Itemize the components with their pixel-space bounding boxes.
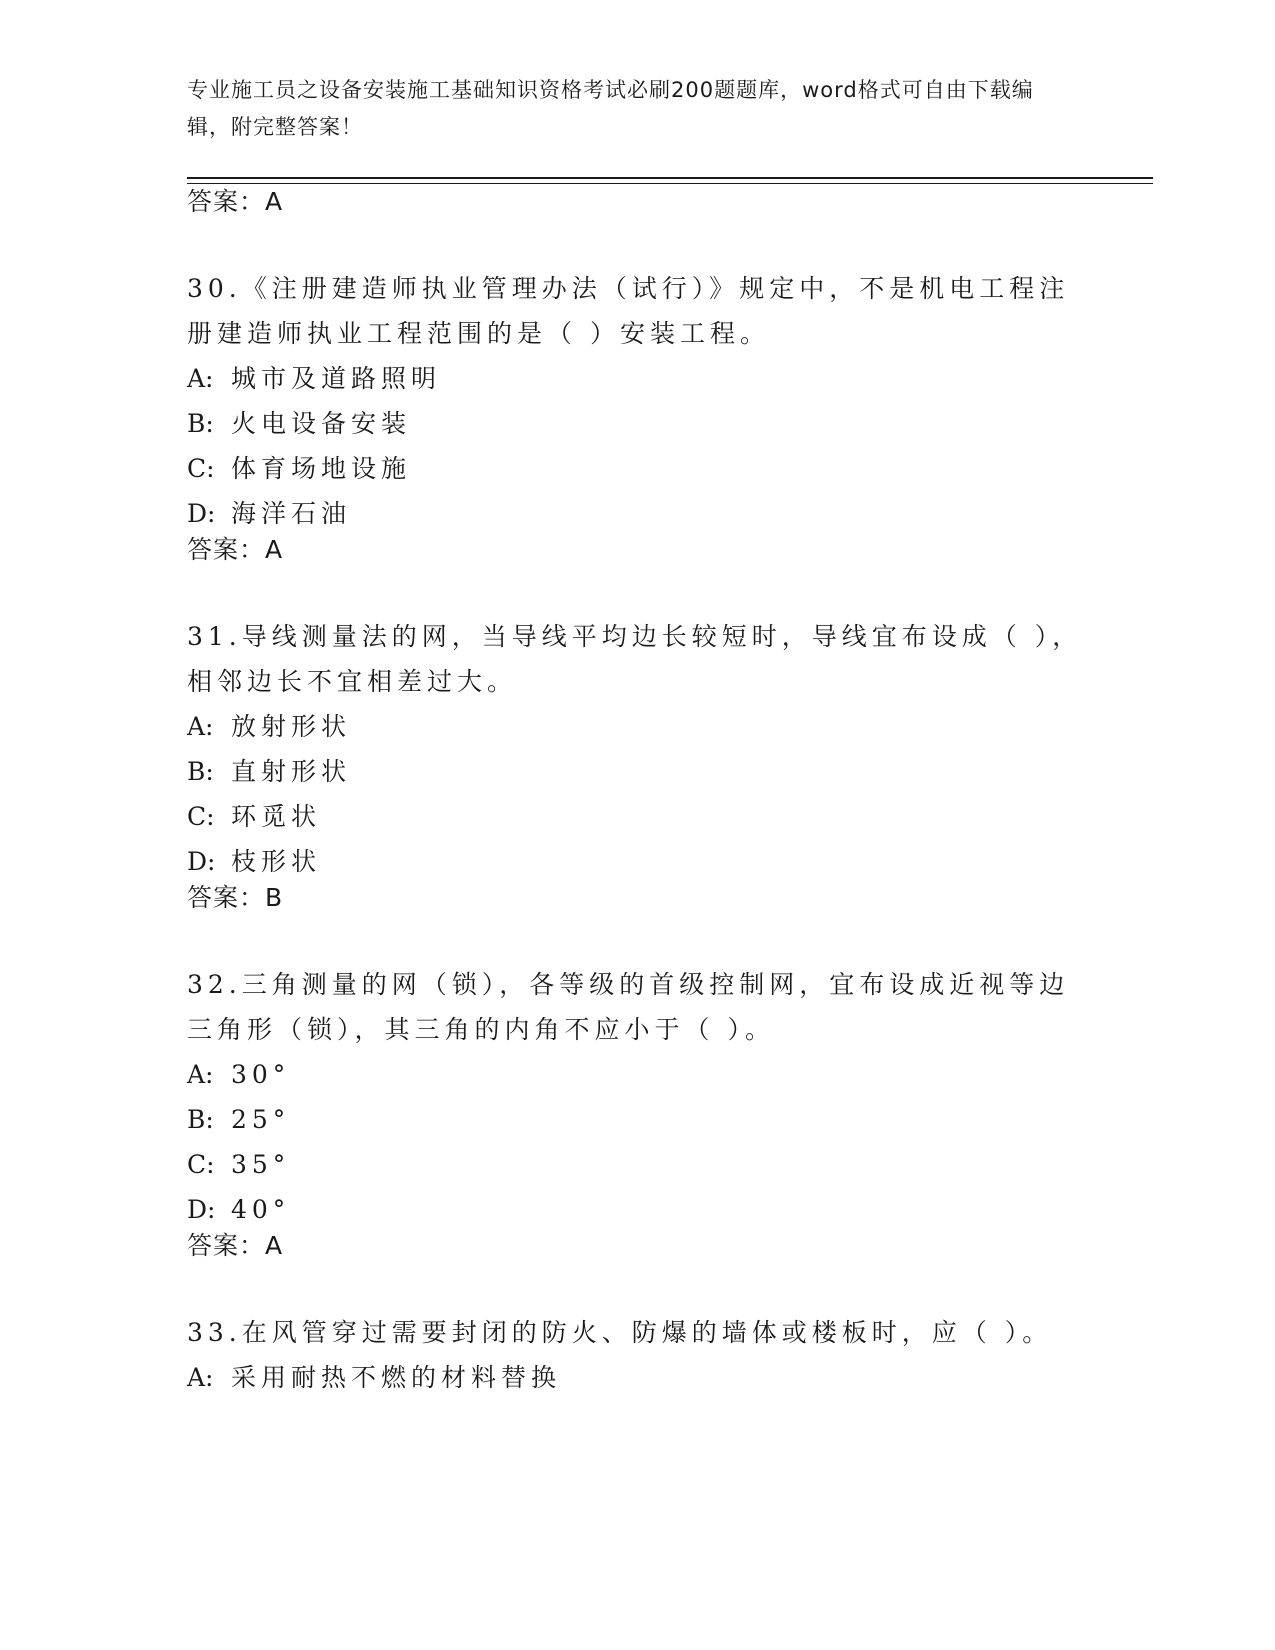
option-letter: D: — [187, 1195, 216, 1224]
option-letter: C: — [187, 1150, 215, 1179]
option-text: 35° — [231, 1150, 291, 1179]
option-letter: D: — [187, 499, 216, 528]
header-divider-thick — [187, 177, 1153, 179]
page-header: 专业施工员之设备安装施工基础知识资格考试必刷200题题库，word格式可自由下载编辑，附完整答案！ — [187, 78, 1034, 139]
option-text: 环觅状 — [231, 802, 322, 831]
question-30 — [187, 266, 1087, 536]
option-text: 放射形状 — [231, 712, 352, 741]
option-text: 采用耐热不燃的材料替换 — [231, 1363, 562, 1392]
answer-30: 答案：A — [187, 535, 284, 564]
option-letter: A: — [187, 712, 214, 741]
question-stem: 33.在风管穿过需要封闭的防火、防爆的墙体或楼板时，应（ ）。 — [187, 1318, 1053, 1347]
option-c — [187, 446, 1087, 491]
option-letter: C: — [187, 802, 215, 831]
question-32 — [187, 962, 1087, 1232]
option-text: 40° — [231, 1195, 291, 1224]
option-text: 火电设备安装 — [231, 409, 412, 438]
option-b — [187, 1097, 1087, 1142]
option-text: 城市及道路照明 — [231, 364, 442, 393]
option-text: 枝形状 — [231, 847, 322, 876]
option-letter: A: — [187, 1363, 214, 1392]
header-divider-thin — [187, 183, 1153, 184]
option-letter: D: — [187, 847, 216, 876]
option-c — [187, 1142, 1087, 1187]
option-letter: B: — [187, 757, 214, 786]
option-letter: B: — [187, 1105, 214, 1134]
option-d — [187, 839, 1087, 884]
option-text: 海洋石油 — [231, 499, 352, 528]
question-31 — [187, 614, 1087, 884]
option-b — [187, 401, 1087, 446]
option-d — [187, 1187, 1087, 1232]
option-text: 30° — [231, 1060, 291, 1089]
option-b — [187, 749, 1087, 794]
option-d — [187, 491, 1087, 536]
option-letter: C: — [187, 454, 215, 483]
option-a — [187, 1052, 1087, 1097]
option-a — [187, 356, 1087, 401]
answer-29: 答案：A — [187, 187, 284, 216]
option-letter: B: — [187, 409, 214, 438]
answer-31: 答案：B — [187, 883, 284, 912]
option-text: 25° — [231, 1105, 291, 1134]
option-c — [187, 794, 1087, 839]
question-stem: 31.导线测量法的网，当导线平均边长较短时，导线宜布设成（ ），相邻边长不宜相差过大。 — [187, 622, 1083, 696]
option-text: 体育场地设施 — [231, 454, 412, 483]
option-a — [187, 704, 1087, 749]
option-text: 直射形状 — [231, 757, 352, 786]
option-letter: A: — [187, 364, 214, 393]
option-letter: A: — [187, 1060, 214, 1089]
question-stem: 30.《注册建造师执业管理办法（试行）》规定中，不是机电工程注册建造师执业工程范围的是（ ）安装工程。 — [187, 274, 1070, 348]
option-a — [187, 1355, 1087, 1400]
question-stem: 32.三角测量的网（锁），各等级的首级控制网，宜布设成近视等边三角形（锁），其三角的内角不应小于（ ）。 — [187, 970, 1070, 1044]
question-33 — [187, 1310, 1087, 1400]
answer-32: 答案：A — [187, 1231, 284, 1260]
